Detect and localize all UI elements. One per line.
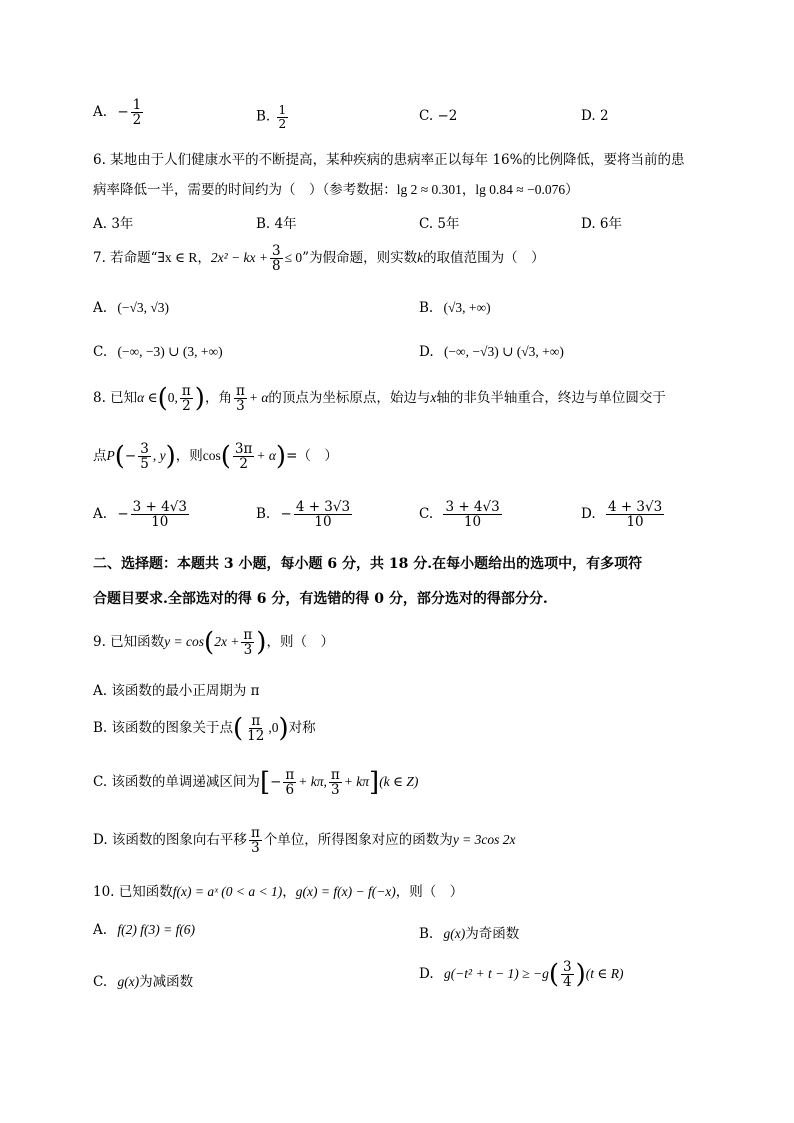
q5-option-b: B. $\frac{1}{2}$	[256, 103, 287, 131]
q5-option-d: D. 2	[581, 108, 609, 124]
q7-option-a: A. (−√3, √3)	[93, 300, 170, 316]
q7-option-c: C. (−∞, −3) ∪ (3, +∞)	[93, 344, 223, 360]
q10-option-c: C. g(x)为减函数	[93, 974, 194, 990]
q5-option-c: C. −2	[419, 108, 458, 124]
q7-option-b: B. (√3, +∞)	[419, 300, 491, 316]
q9-stem: 9. 已知函数y = cos(2x + $\frac{\pi}{3}$ )，则（ ）	[93, 627, 334, 659]
q9-option-d: D. 该函数的图象向右平移 $\frac{\pi}{3}$ 个单位，所得图象对应的函数为y = 3cos 2x	[93, 825, 516, 857]
q10-option-a: A. f(2) f(3) = f(6)	[93, 922, 196, 938]
q10-option-d: D. g(−t² + t − 1) ≥ −g( $\frac{3}{4}$ )(t ∈ R)	[419, 959, 624, 991]
section2-heading-line2: 合题目要求.全部选对的得 6 分，有选错的得 0 分，部分选对的得部分分.	[93, 591, 548, 607]
q6-option-d: D. 6年	[581, 216, 623, 232]
q9-option-a: A. 该函数的最小正周期为 π	[93, 683, 260, 699]
q8-option-d: D. $\frac{4 + 3√3}{10}$	[581, 499, 663, 531]
q6-option-b: B. 4年	[256, 216, 297, 232]
q8-stem-line1: 8. 已知α ∈(0, $\frac{\pi}{2}$ )，角 $\frac{\pi}{3}$ + α的顶点为坐标原点，始边与x轴的非负半轴重合，终边与单位圆交于	[93, 383, 666, 415]
q9-option-c: C. 该函数的单调递减区间为[− $\frac{\pi}{6}$ + kπ, $\frac{\pi}{3}$ + kπ](k ∈ Z)	[93, 767, 419, 799]
q8-option-b: B. − $\frac{4 + 3√3}{10}$	[256, 499, 351, 531]
q6-option-a: A. 3年	[93, 216, 134, 232]
q7-option-d: D. (−∞, −√3) ∪ (√3, +∞)	[419, 344, 564, 360]
q8-option-c: C. $\frac{3 + 4√3}{10}$	[419, 499, 500, 531]
q6-stem-line1: 6. 某地由于人们健康水平的不断提高，某种疾病的患病率正以每年 16%的比例降低，要将当前的患	[93, 152, 685, 168]
q8-option-a: A. − $\frac{3 + 4√3}{10}$	[93, 499, 187, 531]
q8-stem-line2: 点P(− $\frac{3}{5}$ , y)，则cos( $\frac{3\pi}{2}$ + α)=（ ）	[93, 441, 338, 473]
q10-option-b: B. g(x)为奇函数	[419, 926, 520, 942]
q10-stem: 10. 已知函数f(x) = aˣ (0 < a < 1)，g(x) = f(x) − f(−x)，则（ ）	[93, 884, 464, 900]
section2-heading-line1: 二、选择题：本题共 3 小题，每小题 6 分，共 18 分.在每小题给出的选项中，有多项符	[93, 556, 643, 572]
q6-stem-line2: 病率降低一半，需要的时间约为（ ）（参考数据：lg 2 ≈ 0.301，lg 0.84 ≈ −0.076）	[93, 182, 579, 198]
q5-option-a: A. − $\frac{1}{2}$	[93, 97, 142, 129]
q6-option-c: C. 5年	[419, 216, 460, 232]
q7-stem: 7. 若命题“∃x ∈ R，2x² − kx + $\frac{3}{8}$ ≤ 0”为假命题，则实数k的取值范围为（ ）	[93, 243, 545, 275]
q9-option-b: B. 该函数的图象关于点( $\frac{\pi}{12}$ ,0)对称	[93, 713, 316, 745]
